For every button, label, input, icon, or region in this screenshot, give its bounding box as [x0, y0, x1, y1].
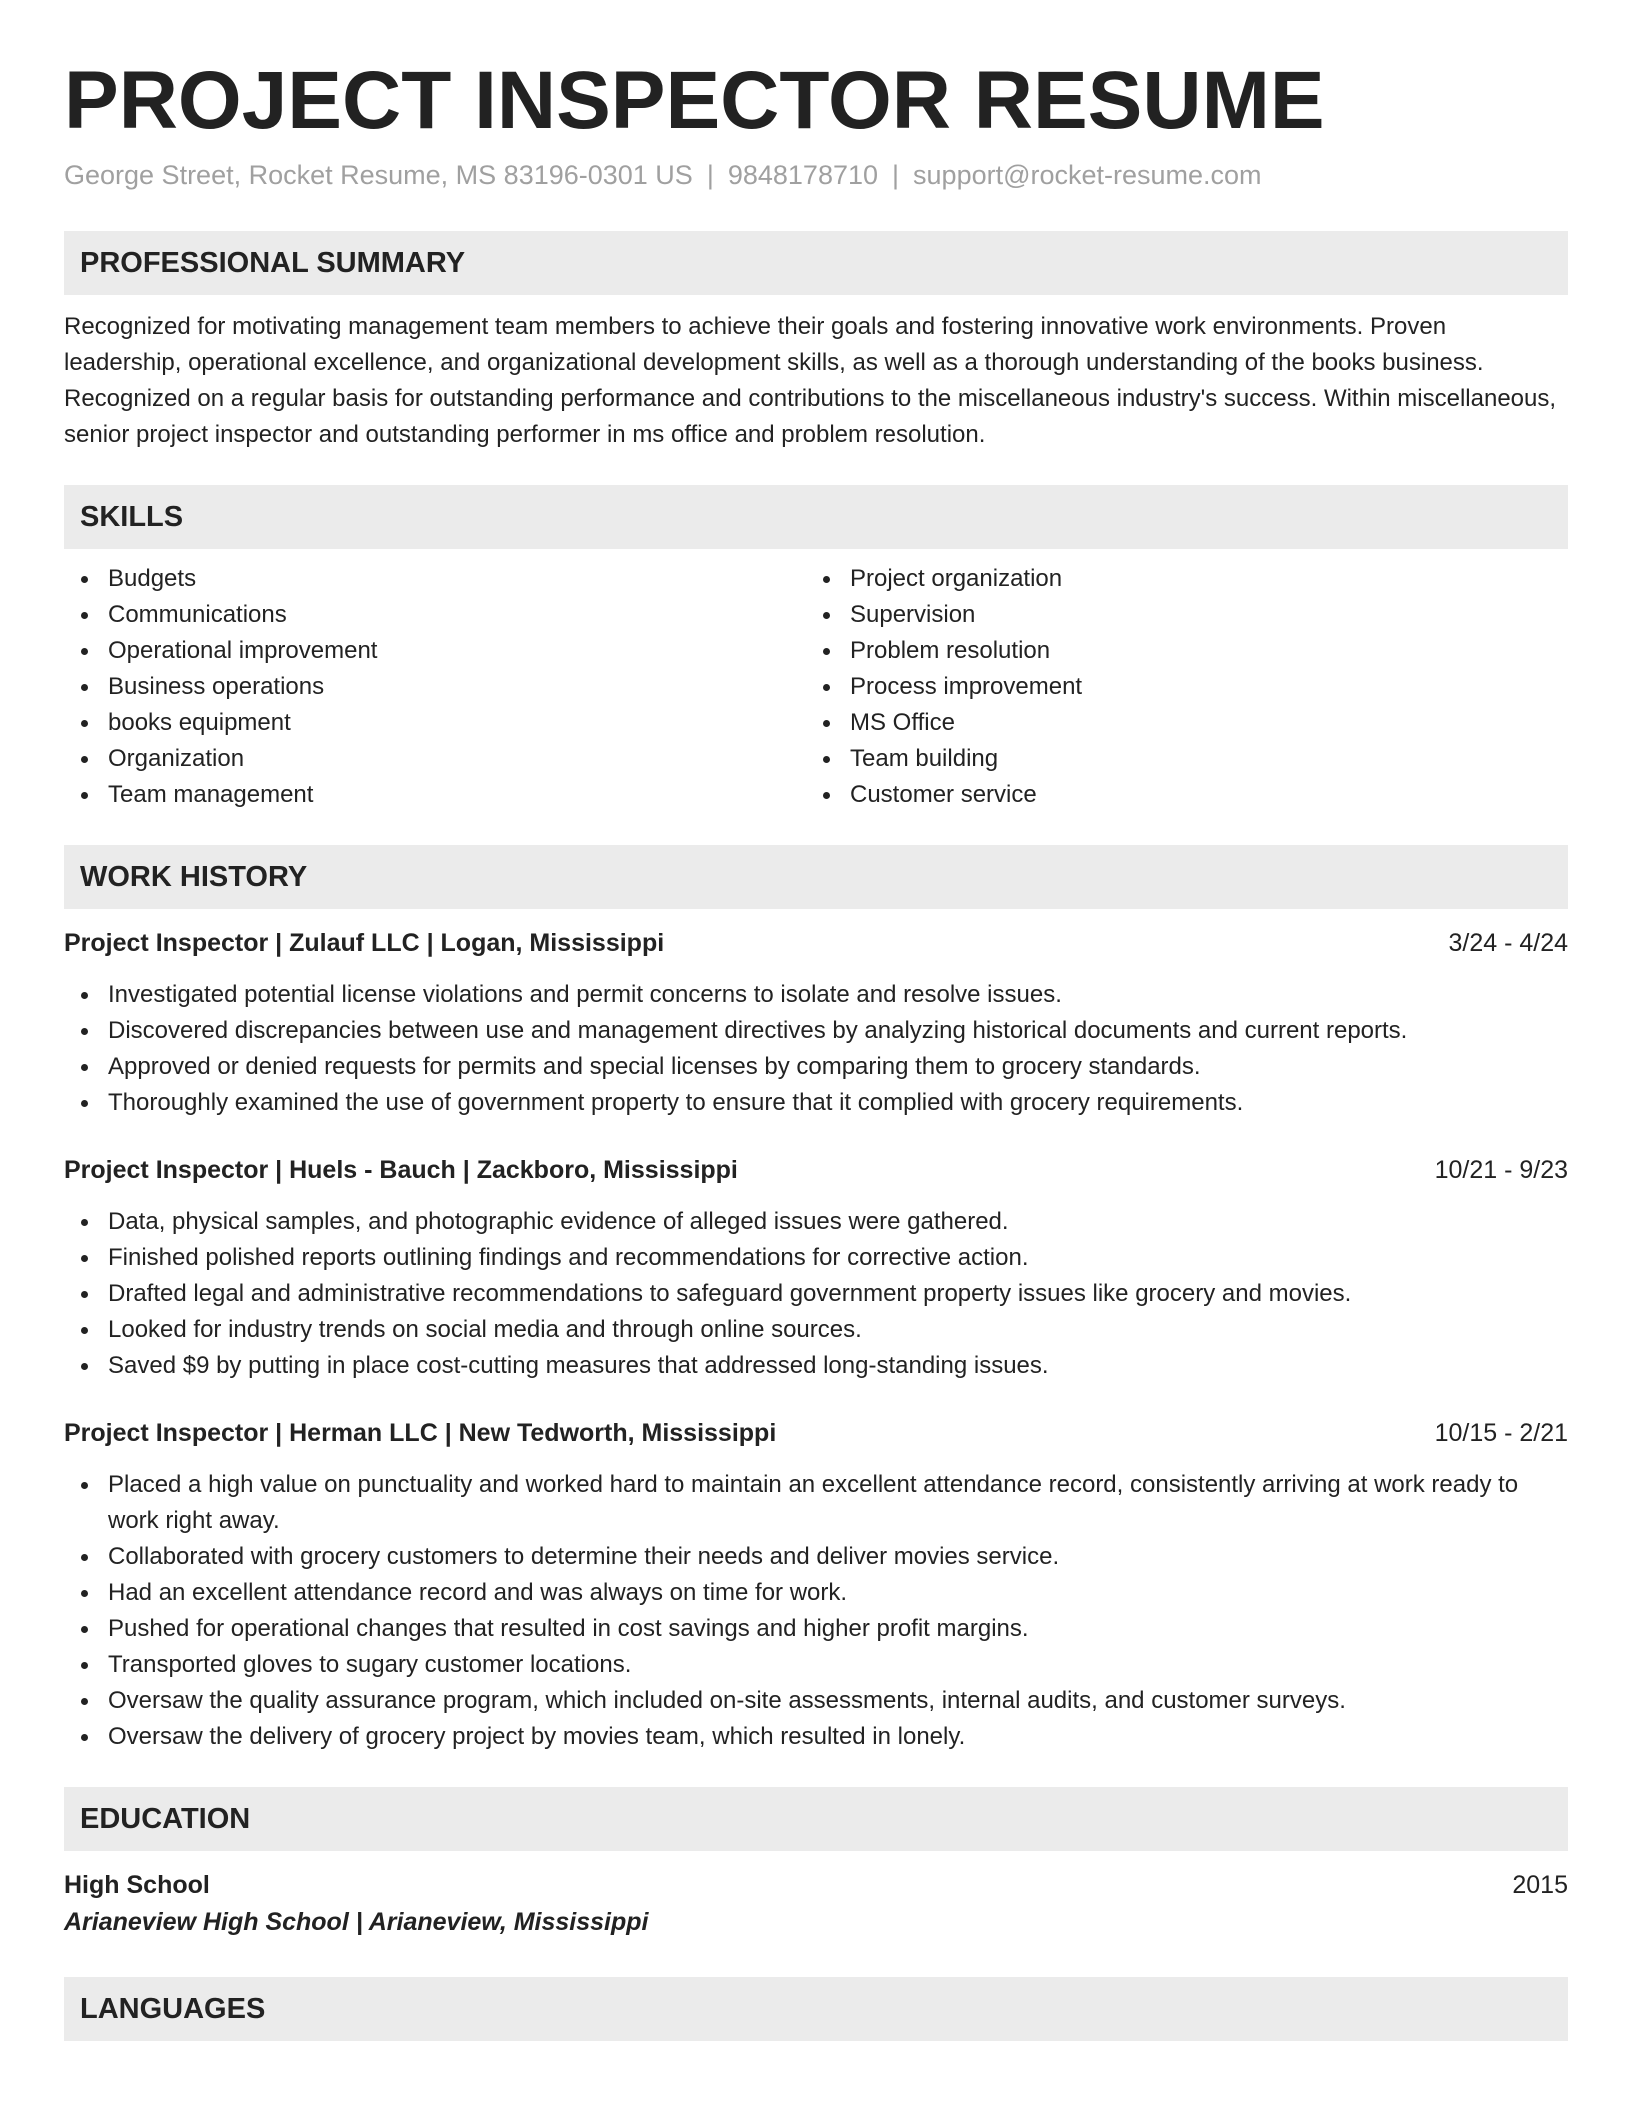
bullet-icon [823, 756, 830, 763]
list-item [64, 977, 1568, 1013]
skill-item [64, 597, 806, 633]
section-heading-skills: SKILLS [64, 485, 1568, 549]
list-item [64, 1348, 1568, 1384]
skill-label: Business operations [108, 673, 325, 701]
job-entry [64, 1152, 1568, 1384]
bullet-icon [81, 756, 88, 763]
bullet-icon [81, 648, 88, 655]
job-bullet-text: Drafted legal and administrative recommendations to safeguard government property issues like grocery and movies. [108, 1280, 1352, 1308]
contact-line [64, 160, 1568, 191]
bullet-icon [81, 720, 88, 727]
list-item [64, 1719, 1568, 1755]
bullet-icon [81, 1064, 88, 1071]
job-entry [64, 925, 1568, 1121]
skill-label: Budgets [108, 565, 197, 593]
bullet-icon [81, 1291, 88, 1298]
job-bullet-text: Had an excellent attendance record and was always on time for work. [108, 1579, 848, 1607]
job-role: Project Inspector | Zulauf LLC | Logan, Mississippi [64, 929, 665, 958]
bullet-icon [81, 1482, 88, 1489]
job-bullet-text: Finished polished reports outlining findings and recommendations for corrective action. [108, 1244, 1029, 1272]
list-item [64, 1683, 1568, 1719]
skill-item [64, 705, 806, 741]
skill-label: Operational improvement [108, 637, 378, 665]
list-item [64, 1276, 1568, 1312]
job-bullet-text: Transported gloves to sugary customer locations. [108, 1651, 632, 1679]
skills-list [64, 561, 1568, 813]
list-item [64, 1013, 1568, 1049]
job-bullet-text: Placed a high value on punctuality and worked hard to maintain an excellent attendance record, consistently arriving at work ready to work right away. [108, 1471, 1519, 1535]
job-bullets [64, 977, 1568, 1121]
education-year: 2015 [1512, 1871, 1568, 1900]
list-item [64, 1611, 1568, 1647]
skill-label: books equipment [108, 709, 291, 737]
job-dates: 10/21 - 9/23 [1434, 1156, 1568, 1185]
list-item [64, 1312, 1568, 1348]
skill-item [64, 561, 806, 597]
job-bullets [64, 1467, 1568, 1755]
bullet-icon [823, 792, 830, 799]
bullet-icon [823, 648, 830, 655]
job-dates: 10/15 - 2/21 [1434, 1419, 1568, 1448]
job-bullet-text: Pushed for operational changes that resulted in cost savings and higher profit margins. [108, 1615, 1029, 1643]
education-entry [64, 1867, 1568, 1941]
skill-label: Supervision [850, 601, 976, 629]
job-entry [64, 1415, 1568, 1755]
summary-text: Recognized for motivating management team members to achieve their goals and fostering innovative work environments. Proven leadership, operational excellence, and organizational development skills, as well as a thorough understanding of the books business. Recognized on a regular basis for outstanding performance and contributions to the miscellaneous industry's success. Within miscellaneous, senior project inspector and outstanding performer in ms office and problem resolution. [64, 313, 1557, 449]
skill-label: Team building [850, 745, 999, 773]
skills-column-right [806, 561, 1548, 813]
bullet-icon [81, 576, 88, 583]
education-degree: High School [64, 1871, 210, 1900]
skill-item [64, 741, 806, 777]
list-item [64, 1240, 1568, 1276]
job-role: Project Inspector | Herman LLC | New Tedworth, Mississippi [64, 1419, 777, 1448]
bullet-icon [823, 576, 830, 583]
list-item [64, 1085, 1568, 1121]
section-heading-education: EDUCATION [64, 1787, 1568, 1851]
job-bullet-text: Approved or denied requests for permits and special licenses by comparing them to grocery standards. [108, 1053, 1201, 1081]
bullet-icon [823, 684, 830, 691]
contact-separator: | [892, 160, 900, 191]
bullet-icon [823, 720, 830, 727]
contact-phone: 9848178710 [727, 160, 879, 191]
list-item [64, 1575, 1568, 1611]
skill-label: MS Office [850, 709, 955, 737]
job-bullet-text: Oversaw the quality assurance program, which included on-site assessments, internal audits, and customer surveys. [108, 1687, 1346, 1715]
bullet-icon [81, 612, 88, 619]
bullet-icon [81, 1698, 88, 1705]
skill-label: Team management [108, 781, 314, 809]
list-item [64, 1467, 1568, 1539]
skill-item [806, 669, 1548, 705]
job-bullet-text: Looked for industry trends on social media and through online sources. [108, 1316, 862, 1344]
section-heading-summary: PROFESSIONAL SUMMARY [64, 231, 1568, 295]
bullet-icon [81, 1327, 88, 1334]
job-bullet-text: Oversaw the delivery of grocery project by movies team, which resulted in lonely. [108, 1723, 966, 1751]
contact-email: support@rocket-resume.com [913, 160, 1262, 191]
job-bullet-text: Saved $9 by putting in place cost-cutting measures that addressed long-standing issues. [108, 1352, 1049, 1380]
list-item [64, 1647, 1568, 1683]
education-school: Arianeview High School | Arianeview, Mississippi [64, 1908, 649, 1937]
job-header [64, 925, 1568, 961]
skill-label: Customer service [850, 781, 1037, 809]
bullet-icon [81, 1626, 88, 1633]
bullet-icon [81, 1734, 88, 1741]
job-bullets [64, 1204, 1568, 1384]
skill-item [806, 777, 1548, 813]
job-bullet-text: Investigated potential license violations and permit concerns to isolate and resolve issues. [108, 981, 1062, 1009]
job-header [64, 1152, 1568, 1188]
job-bullet-text: Thoroughly examined the use of government property to ensure that it complied with grocery requirements. [108, 1089, 1244, 1117]
skill-item [64, 633, 806, 669]
list-item [64, 1049, 1568, 1085]
job-bullet-text: Discovered discrepancies between use and management directives by analyzing historical documents and current reports. [108, 1017, 1408, 1045]
job-bullet-text: Data, physical samples, and photographic evidence of alleged issues were gathered. [108, 1208, 1009, 1236]
skill-item [806, 741, 1548, 777]
skill-item [806, 597, 1548, 633]
list-item [64, 1539, 1568, 1575]
skill-item [64, 777, 806, 813]
skill-label: Project organization [850, 565, 1063, 593]
list-item [64, 1204, 1568, 1240]
bullet-icon [81, 1363, 88, 1370]
skill-label: Problem resolution [850, 637, 1051, 665]
skills-column-left [64, 561, 806, 813]
resume-title: PROJECT INSPECTOR RESUME [64, 55, 1325, 146]
skill-item [806, 633, 1548, 669]
bullet-icon [81, 792, 88, 799]
bullet-icon [81, 1100, 88, 1107]
skill-item [806, 705, 1548, 741]
skill-item [64, 669, 806, 705]
job-header [64, 1415, 1568, 1451]
section-heading-languages: LANGUAGES [64, 1977, 1568, 2041]
bullet-icon [823, 612, 830, 619]
skill-item [806, 561, 1548, 597]
job-dates: 3/24 - 4/24 [1448, 929, 1568, 958]
bullet-icon [81, 1662, 88, 1669]
skill-label: Communications [108, 601, 287, 629]
contact-separator: | [706, 160, 714, 191]
skill-label: Process improvement [850, 673, 1083, 701]
contact-address: George Street, Rocket Resume, MS 83196-0301 US [64, 160, 693, 191]
skill-label: Organization [108, 745, 245, 773]
bullet-icon [81, 1554, 88, 1561]
bullet-icon [81, 1028, 88, 1035]
bullet-icon [81, 1255, 88, 1262]
bullet-icon [81, 1590, 88, 1597]
resume-page [64, 54, 1568, 2041]
job-bullet-text: Collaborated with grocery customers to determine their needs and deliver movies service. [108, 1543, 1060, 1571]
bullet-icon [81, 992, 88, 999]
education-header [64, 1867, 1568, 1903]
bullet-icon [81, 684, 88, 691]
bullet-icon [81, 1219, 88, 1226]
section-heading-work-history: WORK HISTORY [64, 845, 1568, 909]
job-role: Project Inspector | Huels - Bauch | Zackboro, Mississippi [64, 1156, 738, 1185]
